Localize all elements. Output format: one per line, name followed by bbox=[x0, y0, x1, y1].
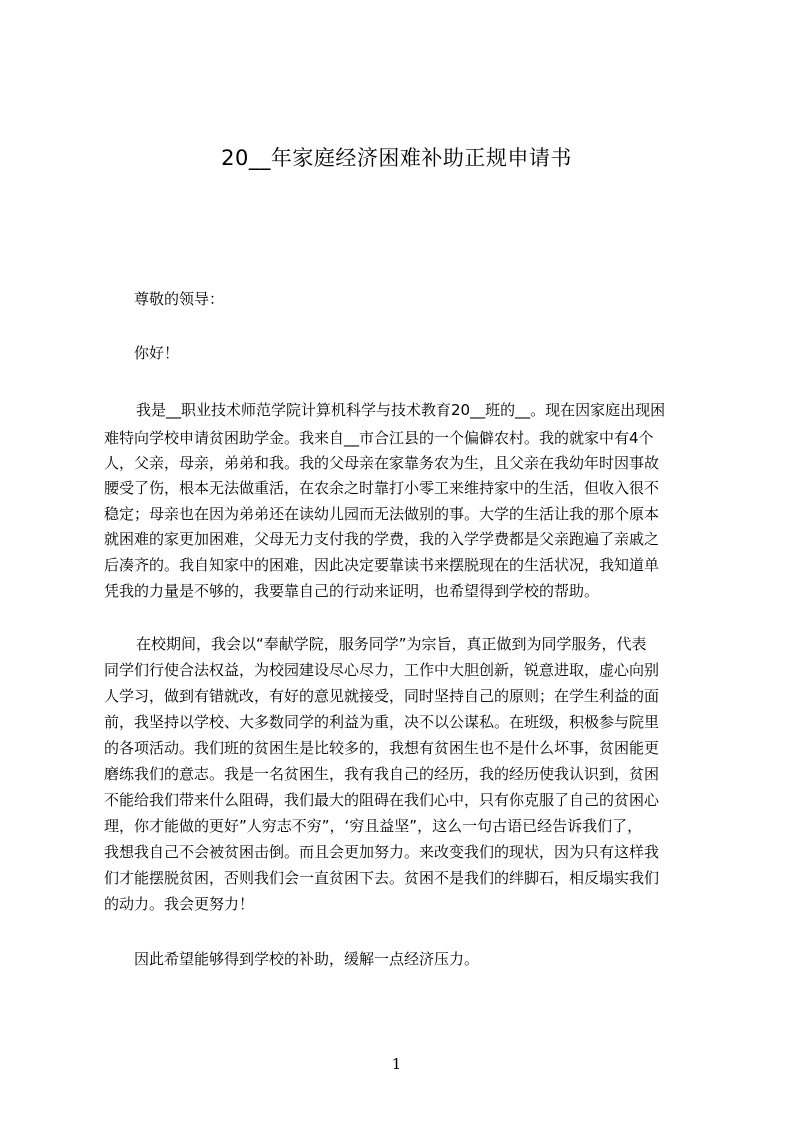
paragraph2-line: 不能给我们带来什么阻碍，我们最大的阻碍在我们心中，只有你克服了自己的贫困心 bbox=[104, 791, 660, 809]
paragraph1-line: 凭我的力量是不够的，我要靠自己的行动来证明，也希望得到学校的帮助。 bbox=[104, 582, 600, 600]
paragraph1-line: 就困难的家更加困难，父母无力支付我的学费，我的入学学费都是父亲跑遍了亲戚之 bbox=[104, 530, 660, 548]
paragraph2-line: 的动力。我会更努力！ bbox=[104, 895, 255, 913]
paragraph2-line: 同学们行使合法权益，为校园建设尽心尽力，工作中大胆创新，锐意进取，虚心向别 bbox=[104, 661, 660, 679]
closing-line: 因此希望能够得到学校的补助，缓解一点经济压力。 bbox=[134, 950, 480, 968]
document-title: 20__年家庭经济困难补助正规申请书 bbox=[221, 146, 572, 170]
paragraph2-line: 前，我坚持以学校、大多数同学的利益为重，决不以公谋私。在班级，积极参与院里 bbox=[104, 713, 660, 731]
paragraph1-line: 稳定；母亲也在因为弟弟还在读幼儿园而无法做别的事。大学的生活让我的那个原本 bbox=[104, 505, 660, 523]
paragraph1-line: 腰受了伤，根本无法做重活，在农余之时靠打小零工来维持家中的生活，但收入很不 bbox=[104, 479, 660, 497]
paragraph2-line: 们才能摆脱贫困，否则我们会一直贫困下去。贫困不是我们的绊脚石，相反塌实我们 bbox=[104, 869, 660, 887]
paragraph1-line: 人，父亲，母亲，弟弟和我。我的父母亲在家靠务农为生，且父亲在我幼年时因事故 bbox=[104, 454, 660, 472]
paragraph1-line: 后凑齐的。我自知家中的困难，因此决定要靠读书来摆脱现在的生活状况，我知道单 bbox=[104, 556, 660, 574]
paragraph2-line: 在校期间，我会以“奉献学院，服务同学”为宗旨，真正做到为同学服务，代表 bbox=[136, 635, 647, 653]
paragraph1-line: 难特向学校申请贫困助学金。我来自__市合江县的一个偏僻农村。我的就家中有4个 bbox=[104, 429, 654, 447]
greeting: 你好！ bbox=[134, 344, 180, 362]
paragraph1-line: 我是__职业技术师范学院计算机科学与技术教育20__班的__。现在因家庭出现困 bbox=[136, 401, 666, 419]
paragraph2-line: 的各项活动。我们班的贫困生是比较多的，我想有贫困生也不是什么坏事，贫困能更 bbox=[104, 739, 660, 757]
paragraph2-line: 磨练我们的意志。我是一名贫困生，我有我自己的经历，我的经历使我认识到，贫困 bbox=[104, 765, 660, 783]
page-number: 1 bbox=[391, 1055, 402, 1073]
paragraph2-line: 人学习，做到有错就改，有好的意见就接受，同时坚持自己的原则；在学生利益的面 bbox=[104, 687, 660, 705]
paragraph2-line: 理，你才能做的更好”人穷志不穷”，‘穷且益坚”，这么一句古语已经告诉我们了， bbox=[104, 817, 643, 835]
paragraph2-line: 我想我自己不会被贫困击倒。而且会更加努力。来改变我们的现状，因为只有这样我 bbox=[104, 843, 660, 861]
salutation: 尊敬的领导： bbox=[134, 290, 225, 308]
